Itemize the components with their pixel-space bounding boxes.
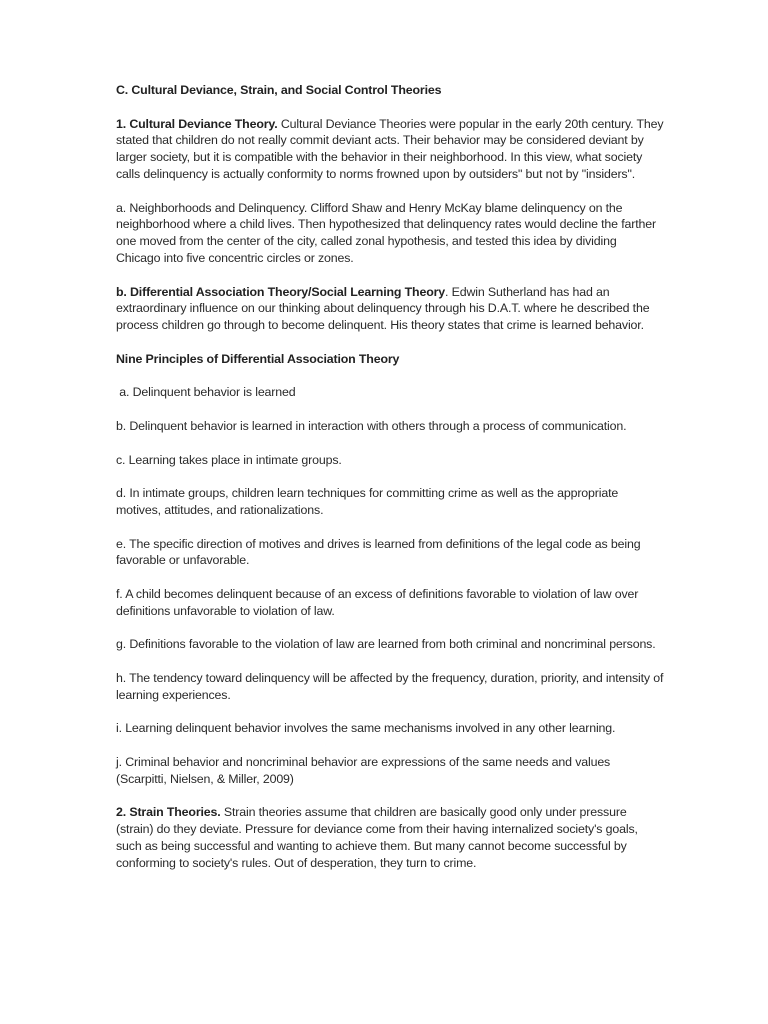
paragraph-lead: b. Differential Association Theory/Social Learning Theory xyxy=(116,284,446,299)
document-page xyxy=(116,82,664,888)
paragraph-body: Cultural Deviance Theories were popular in the early 20th century. They stated that children do not really commit deviant acts. Their behavior may be considered deviant by larger society, but it is compatible with the behavior in their neighborhood. In this view, what society calls delinquency is actually conformity to norms frowned upon by outsiders" but not by "insiders". xyxy=(116,116,664,181)
principle-item: h. The tendency toward delinquency will be affected by the frequency, duration, priority, and intensity of learning experiences. xyxy=(116,670,664,702)
principle-item: b. Delinquent behavior is learned in interaction with others through a process of communication. xyxy=(116,418,627,433)
paragraph-strain-theories xyxy=(116,804,664,871)
paragraph-body: Strain theories assume that children are basically good only under pressure (strain) do they deviate. Pressure for deviance come from their having internalized society's goals, such as being successful and wanting to achieve them. But many cannot become successful by conforming to society's rules. Out of desperation, they turn to crime. xyxy=(116,805,638,870)
principle-item: e. The specific direction of motives and drives is learned from definitions of the legal code as being favorable or unfavorable. xyxy=(116,536,641,568)
principle-item: c. Learning takes place in intimate groups. xyxy=(116,452,342,467)
principle-item: d. In intimate groups, children learn techniques for committing crime as well as the appropriate motives, attitudes, and rationalizations. xyxy=(116,486,619,517)
paragraph-body: . Edwin Sutherland has had an extraordinary influence on our thinking about delinquency through his D.A.T. where he described the process children go through to become delinquent. His theory states that crime is learned behavior. xyxy=(116,284,650,333)
principles-heading: Nine Principles of Differential Association Theory xyxy=(116,351,400,366)
principle-item: f. A child becomes delinquent because of an excess of definitions favorable to violation of law over definitions unfavorable to violation of law. xyxy=(116,586,639,618)
principle-item: i. Learning delinquent behavior involves the same mechanisms involved in any other learning. xyxy=(116,721,616,736)
paragraph-neighborhoods: a. Neighborhoods and Delinquency. Clifford Shaw and Henry McKay blame delinquency on the neighborhood where a child lives. Then hypothesized that delinquency rates would decline the farther one moved from the center of the city, called zonal hypothesis, and tested this idea by dividing Chicago into five concentric circles or zones. xyxy=(116,200,656,265)
paragraph-differential-association xyxy=(116,284,664,334)
paragraph-lead: 2. Strain Theories. xyxy=(116,805,221,820)
paragraph-lead: 1. Cultural Deviance Theory. xyxy=(116,116,278,131)
paragraph-cultural-deviance xyxy=(116,116,664,183)
principle-item: g. Definitions favorable to the violation of law are learned from both criminal and noncriminal persons. xyxy=(116,637,656,652)
principle-item: a. Delinquent behavior is learned xyxy=(116,385,296,400)
section-title: C. Cultural Deviance, Strain, and Social Control Theories xyxy=(116,83,442,97)
principle-item: j. Criminal behavior and noncriminal behavior are expressions of the same needs and values (Scarpitti, Nielsen, & Miller, 2009) xyxy=(116,754,611,786)
